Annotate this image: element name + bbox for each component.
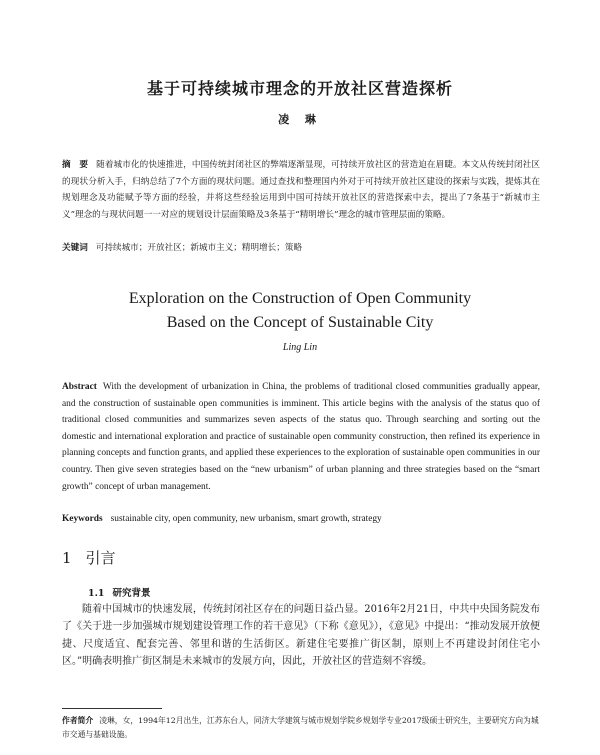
english-abstract bbox=[62, 379, 540, 495]
body-paragraph: 随着中国城市的快速发展，传统封闭社区存在的问题日益凸显。2016年2月21日，中共中央国务院发布了《关于进一步加强城市规划建设管理工作的若干意见》（下称《意见》），《意见》中提出：“推动发展开放便捷、尺度适宜、配套完善、邻里和谐的生活街区。新建住宅要推广街区制，原则上不再建设封闭住宅小区。”明确表明推广街区制是未来城市的发展方向，因此，开放社区的营造刻不容缓。 bbox=[62, 604, 540, 668]
footnote-divider bbox=[62, 708, 162, 709]
chinese-keywords-label: 关键词 bbox=[62, 243, 88, 253]
english-title-line2: Based on the Concept of Sustainable City bbox=[166, 314, 434, 331]
subsection-number: 1.1 bbox=[88, 588, 105, 599]
author-footnote bbox=[62, 714, 544, 742]
english-keywords-text: sustainable city, open community, new urbanism, smart growth, strategy bbox=[110, 514, 382, 524]
chinese-abstract-label: 摘 要 bbox=[62, 160, 89, 170]
english-keywords-label: Keywords bbox=[62, 514, 103, 524]
footnote-label: 作者简介 bbox=[62, 716, 94, 725]
chinese-keywords bbox=[62, 241, 540, 253]
english-title bbox=[0, 287, 600, 335]
subsection-heading bbox=[88, 585, 151, 599]
chinese-keywords-text: 可持续城市；开放社区；新城市主义；精明增长；策略 bbox=[95, 243, 303, 253]
english-abstract-label: Abstract bbox=[62, 382, 97, 392]
chinese-abstract bbox=[62, 157, 540, 223]
english-title-line1: Exploration on the Construction of Open Community bbox=[128, 290, 472, 307]
chinese-author: 凌 琳 bbox=[278, 113, 322, 126]
english-abstract-text: With the development of urbanization in China, the problems of traditional closed communities gradually appear, and the construction of sustainable open communities is imminent. This article begins with the analysis of the status quo of traditional closed communities and summarizes seven aspects of the status quo. Through searching and sorting out the domestic and international exploration and practice of sustainable open community construction, then refined its experience in planning concepts and function grants, and applied these experiences to the exploration of sustainable open communities in our country. Then give seven strategies based on the “new urbanism” of urban planning and three strategies based on the “smart growth” concept of urban management. bbox=[62, 382, 540, 492]
english-keywords bbox=[62, 514, 540, 524]
chinese-title: 基于可持续城市理念的开放社区营造探析 bbox=[146, 79, 453, 98]
footnote-text: 凌琳，女，1994年12月出生，江苏东台人，同济大学建筑与城市规划学院乡规划学专业2017级硕士研究生，主要研究方向为城市交通与基础设施。 bbox=[62, 716, 539, 739]
section-heading bbox=[62, 547, 116, 568]
english-author: Ling Lin bbox=[282, 342, 318, 353]
subsection-title: 研究背景 bbox=[112, 588, 151, 599]
section-number: 1 bbox=[62, 549, 72, 567]
chinese-abstract-text: 随着城市化的快速推进，中国传统封闭社区的弊端逐渐显现，可持续开放社区的营造迫在眉睫。本文从传统封闭社区的现状分析入手，归纳总结了7个方面的现状问题。通过查找和整理国内外对于可持续开放社区建设的探索与实践，提炼其在规划理念及功能赋予等方面的经验，并将这些经验运用到中国可持续开放社区的营造探索中去，提出了7条基于“新城市主义”理念的与现状问题一一对应的规划设计层面策略及3条基于“精明增长”理念的城市管理层面的策略。 bbox=[62, 160, 540, 220]
section-title: 引言 bbox=[85, 549, 116, 567]
